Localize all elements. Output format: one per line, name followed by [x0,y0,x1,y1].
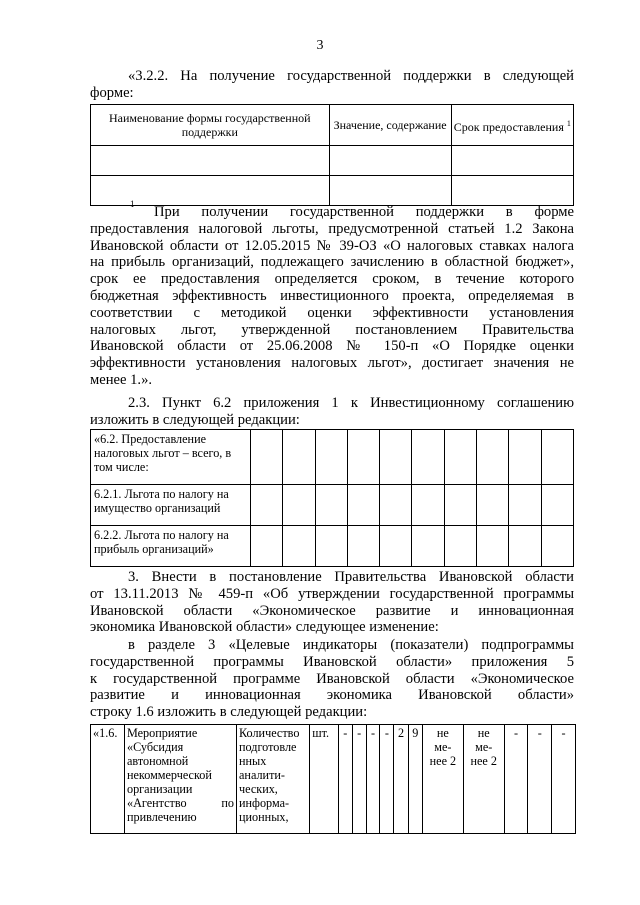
table-cell [412,526,444,567]
table-cell [412,485,444,526]
value-cell: - [380,725,394,834]
text-line: форме: [90,84,134,101]
tax-benefits-table [90,429,574,567]
text-line: Ивановской области от 25.06.2008 № 150-п «О Порядке оценки [90,338,574,355]
value-cell: 2 [394,725,408,834]
value-cell: - [338,725,352,834]
intro-paragraph [90,68,574,102]
value-cell: 9 [408,725,422,834]
indicator-table [90,724,576,834]
table-header: Наименование формы государственной поддержки [91,105,330,146]
table-cell [380,485,412,526]
text-line: налоговых льгот, утвержденной постановлением Правительства [90,321,574,338]
table-cell [451,176,573,206]
table-cell [380,430,412,485]
table-header: Значение, содержание [329,105,451,146]
table-cell [412,430,444,485]
text-line: бюджетная эффективность инвестиционного проекта, определяемая в [90,287,574,304]
table-cell [541,430,573,485]
text-line: «3.2.2. На получение государственной поддержки в следующей [128,68,574,84]
text-line: соответствии с методикой оценки эффективности установления [90,304,574,321]
text-line: строку 1.6 изложить в следующей редакции: [90,704,368,721]
table-cell [444,430,476,485]
row-number-cell: «1.6. [91,725,125,834]
paragraph-3b [90,637,574,721]
table-cell [477,485,509,526]
table-cell [283,485,315,526]
table-cell [315,430,347,485]
text-line: от 13.11.2013 № 459-п «Об утверждении государственной программы [90,585,574,602]
text-line: менее 1.». [90,371,153,388]
table-cell [315,485,347,526]
text-line: Ивановской области от 12.05.2015 № 39-ОЗ «О налоговых ставках налога [90,237,574,254]
text-line: эффективности установления налоговых льгот», достигает значения не [90,355,574,372]
paragraph-3 [90,569,574,636]
footnote-text [90,204,574,389]
table-cell [251,526,283,567]
text-line: срок ее предоставления определяется сроком, в течение которого [90,271,574,288]
paragraph-2-3 [90,395,574,429]
value-cell: не ме- нее 2 [422,725,463,834]
event-name-cell: Мероприятие «Субсидия автономной некоммерческой организации «Агентство по привлечению [124,725,236,834]
indicator-name-cell: Количество подготовле нных аналити- ческих, информа- ционных, [237,725,310,834]
text-line: на прибыль организаций, подлежащего зачислению в областной бюджет», [90,254,574,271]
table-cell [477,526,509,567]
table-row-label: 6.2.2. Льгота по налогу на прибыль организаций» [91,526,251,567]
table-cell [251,430,283,485]
table-cell [380,526,412,567]
table-cell [283,430,315,485]
text-line: предоставления налоговой льготы, предусмотренной статьей 1.2 Закона [90,220,574,237]
table-cell [509,526,541,567]
table-cell [283,526,315,567]
value-cell: - [504,725,528,834]
text-line: Ивановской области «Экономическое развитие и инновационная [90,602,574,619]
unit-cell: шт. [310,725,339,834]
value-cell: не ме- нее 2 [463,725,504,834]
value-cell: - [366,725,380,834]
text-line: государственной программы Ивановской области» приложения 5 [90,653,574,670]
table-cell [347,526,379,567]
table-cell [477,430,509,485]
value-cell: - [528,725,552,834]
text-line: экономика Ивановской области» следующее изменение: [90,619,439,636]
table-cell [347,485,379,526]
table-cell [315,526,347,567]
table-cell [251,485,283,526]
table-cell [509,485,541,526]
table-cell [451,146,573,176]
page-number: 3 [316,38,324,53]
table-cell [509,430,541,485]
value-cell: - [352,725,366,834]
table-row-label: 6.2.1. Льгота по налогу на имущество организаций [91,485,251,526]
footnote-mark: 1 [130,199,135,209]
table-cell [444,526,476,567]
table-cell [347,430,379,485]
table-row-label: «6.2. Предоставление налоговых льгот – всего, в том числе: [91,430,251,485]
table-header: Срок предоставления $^1$ [451,105,573,146]
text-line: изложить в следующей редакции: [90,411,300,428]
table-cell [329,146,451,176]
table-cell [91,176,330,206]
table-cell [444,485,476,526]
table-cell [329,176,451,206]
text-line: 2.3. Пункт 6.2 приложения 1 к Инвестиционному соглашению [128,395,574,411]
text-line: в разделе 3 «Целевые индикаторы (показатели) подпрограммы [128,637,574,653]
table-cell [541,485,573,526]
value-cell: - [552,725,576,834]
text-line: развитие и инновационная экономика Ивановской области» [90,687,574,704]
support-form-table [90,104,574,206]
text-line: 3. Внести в постановление Правительства Ивановской области [128,569,574,585]
text-line: При получении государственной поддержки в форме [154,204,574,220]
text-line: к государственной программе Ивановской области «Экономическое [90,670,574,687]
table-cell [91,146,330,176]
table-cell [541,526,573,567]
